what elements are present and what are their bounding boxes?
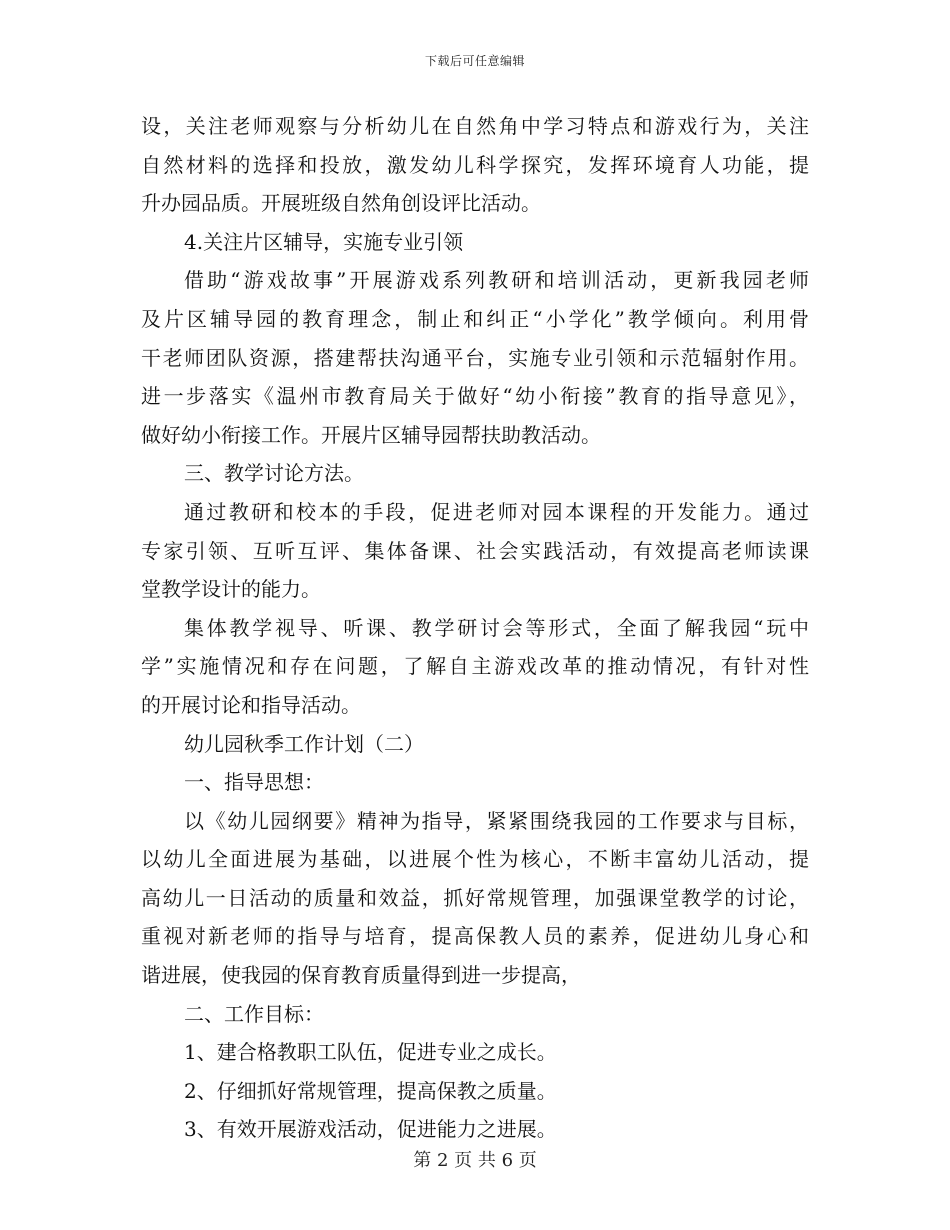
text-line: 专家引领、互听互评、集体备课、社会实践活动，有效提高老师读课 [141,538,809,563]
text-line: 谐进展，使我园的保育教育质量得到进一步提高， [141,963,581,988]
text-line: 4.关注片区辅导，实施专业引领 [184,229,464,254]
text-line: 升办园品质。开展班级自然角创设评比活动。 [141,191,541,216]
text-line: 三、教学讨论方法。 [184,461,364,486]
text-line: 通过教研和校本的手段，促进老师对园本课程的开发能力。通过 [184,499,809,524]
document-body [141,107,809,1149]
text-line: 幼儿园秋季工作计划（二） [184,731,424,756]
text-line: 做好幼小衔接工作。开展片区辅导园帮扶助教活动。 [141,422,601,447]
text-line: 3、有效开展游戏活动，促进能力之进展。 [184,1117,557,1142]
text-line: 1、建合格教职工队伍，促进专业之成长。 [184,1040,557,1065]
text-line: 及片区辅导园的教育理念，制止和纠正“小学化”教学倾向。利用骨 [141,306,809,331]
text-line: 2、仔细抓好常规管理，提高保教之质量。 [184,1078,557,1103]
text-line: 借助“游戏故事”开展游戏系列教研和培训活动，更新我园老师 [184,268,809,293]
text-line: 一、指导思想： [184,770,324,795]
text-line: 学”实施情况和存在问题，了解自主游戏改革的推动情况，有针对性 [141,654,809,679]
text-line: 集体教学视导、听课、教学研讨会等形式，全面了解我园“玩中 [184,615,809,640]
text-line: 重视对新老师的指导与培育，提高保教人员的素养，促进幼儿身心和 [141,924,809,949]
text-line: 自然材料的选择和投放，激发幼儿科学探究，发挥环境育人功能，提 [141,152,809,177]
page-footer: 第 2 页 共 6 页 [413,1150,537,1171]
text-line: 高幼儿一日活动的质量和效益，抓好常规管理，加强课堂教学的讨论， [141,885,809,910]
text-line: 干老师团队资源，搭建帮扶沟通平台，实施专业引领和示范辐射作用。 [141,345,809,370]
text-line: 以幼儿全面进展为基础，以进展个性为核心，不断丰富幼儿活动，提 [141,847,809,872]
page-header: 下载后可任意编辑 [424,54,525,68]
text-line: 二、工作目标： [184,1001,324,1026]
text-line: 以《幼儿园纲要》精神为指导，紧紧围绕我园的工作要求与目标， [184,808,809,833]
text-line: 的开展讨论和指导活动。 [141,692,361,717]
text-line: 堂教学设计的能力。 [141,577,321,602]
text-line: 设，关注老师观察与分析幼儿在自然角中学习特点和游戏行为，关注 [141,114,809,138]
text-line: 进一步落实《温州市教育局关于做好“幼小衔接”教育的指导意见》， [141,384,809,409]
